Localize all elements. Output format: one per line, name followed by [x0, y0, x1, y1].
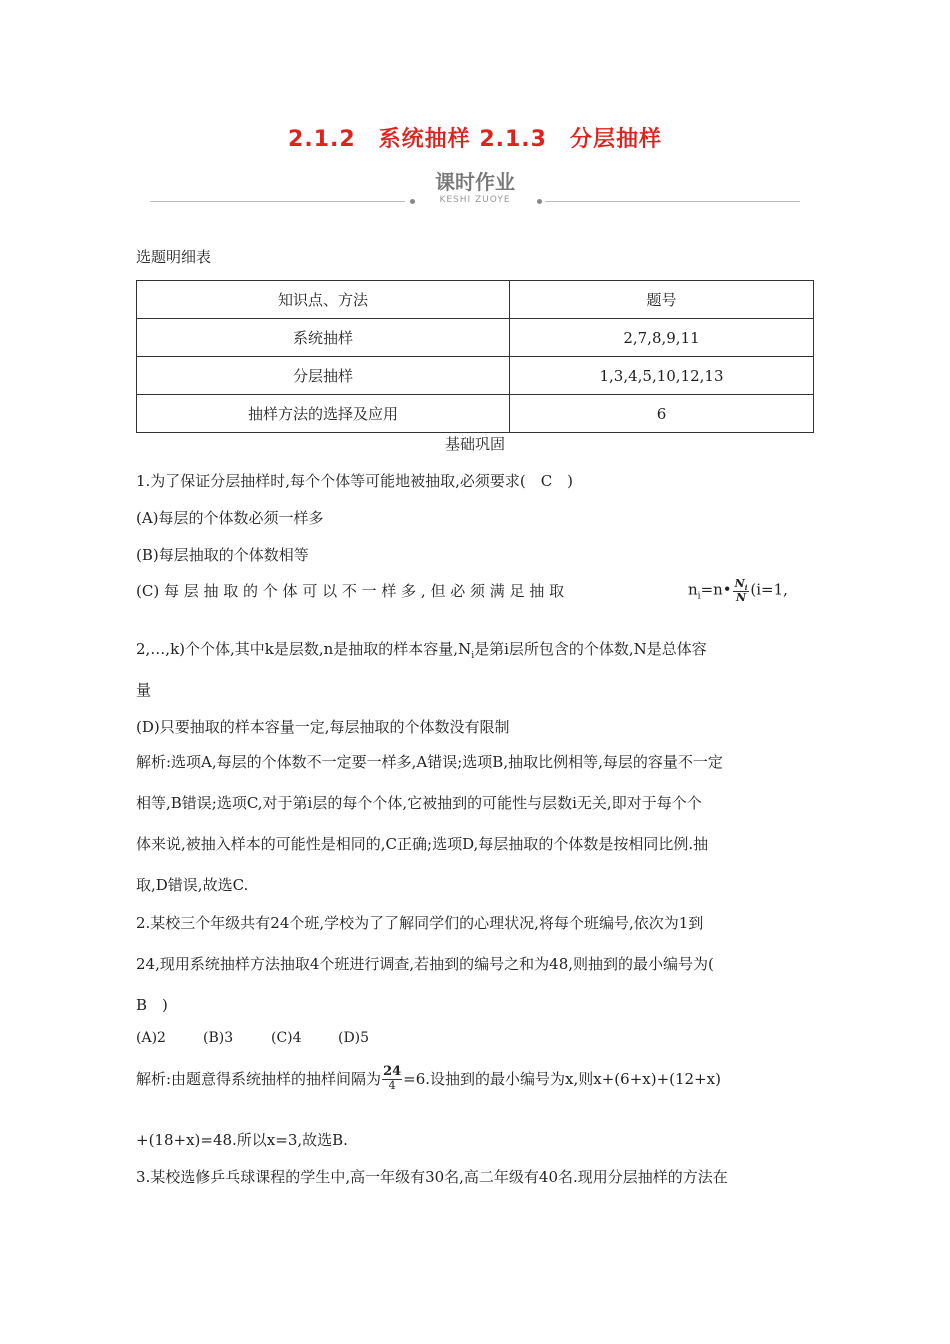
- table-caption: 选题明细表: [136, 248, 212, 266]
- q2-option-d: (D)5: [338, 1030, 370, 1046]
- q2-option-c: (C)4: [271, 1030, 302, 1046]
- q1-option-b: (B)每层抽取的个体数相等: [136, 546, 309, 564]
- q1-option-c-line2: 2,…,k)个个体,其中k是层数,n是抽取的样本容量$,N_i$是第i层所包含的个体数,N是总体容: [136, 640, 707, 661]
- banner-divider-right: [545, 201, 800, 202]
- banner-dot-right: [537, 199, 542, 204]
- q1-analysis-line: 相等,B错误;选项C,对于第i层的每个个体,它被抽到的可能性与层数i无关,即对于每个个: [136, 794, 702, 812]
- fraction-ni-over-n: $\frac{N_i}{N}$: [734, 577, 748, 605]
- table-cell: 6: [510, 395, 814, 433]
- table-cell: 抽样方法的选择及应用: [137, 395, 510, 433]
- q1-option-d: (D)只要抽取的样本容量一定,每层抽取的个体数没有限制: [136, 718, 510, 736]
- q1-option-c-line3: 量: [136, 681, 152, 699]
- table-header-row: [137, 281, 814, 319]
- q2-option-b: (B)3: [203, 1030, 234, 1046]
- homework-banner-subtitle: KESHI ZUOYE: [439, 195, 511, 205]
- q1-analysis-line: 解析:选项A,每层的个体数不一定要一样多,A错误;选项B,抽取比例相等,每层的容量不一定: [136, 753, 723, 771]
- table-cell: 2,7,8,9,11: [510, 319, 814, 357]
- q2-stem-line: 2.某校三个年级共有24个班,学校为了了解同学们的心理状况,将每个班编号,依次为1到: [136, 914, 704, 932]
- table-cell: 1,3,4,5,10,12,13: [510, 357, 814, 395]
- fraction-24-over-4: $\frac{24}{4}$: [383, 1064, 402, 1093]
- table-row: [137, 357, 814, 395]
- q2-option-a: (A)2: [136, 1030, 166, 1046]
- q1-formula: $n_i=n•$ $\frac{N_i}{N}$ (i=1,: [688, 577, 788, 605]
- table-cell: 系统抽样: [137, 319, 510, 357]
- q2-stem-line: 24,现用系统抽样方法抽取4个班进行调查,若抽到的编号之和为48,则抽到的最小编号为(: [136, 955, 714, 973]
- table-header-cell: 题号: [510, 281, 814, 319]
- table-row: [137, 319, 814, 357]
- table-header-cell: 知识点、方法: [137, 281, 510, 319]
- q2-options: [136, 1030, 369, 1046]
- topic-table: [136, 280, 814, 433]
- section-title: 基础巩固: [444, 435, 505, 453]
- q1-analysis-line: 体来说,被抽入样本的可能性是相同的,C正确;选项D,每层抽取的个体数是按相同比例.抽: [136, 835, 709, 853]
- q1-option-c-text: (C) 每 层 抽 取 的 个 体 可 以 不 一 样 多 , 但 必 须 满 足 抽 取: [136, 582, 565, 601]
- q1-stem: 1.为了保证分层抽样时,每个个体等可能地被抽取,必须要求( C ): [136, 472, 574, 490]
- q1-analysis-line: 取,D错误,故选C.: [136, 876, 249, 894]
- q2-stem-line: B ): [136, 996, 168, 1014]
- q1-option-c: [136, 578, 788, 603]
- q2-analysis-line: +(18+x)=48.所以x=3,故选B.: [136, 1131, 348, 1149]
- page-title: 2.1.2 系统抽样 2.1.3 分层抽样: [288, 127, 662, 152]
- q2-analysis-line: 解析:由题意得系统抽样的抽样间隔为 $\frac{24}{4}$ =6.设抽到的最小编号为x,则x+(6+x)+(12+x): [136, 1064, 721, 1093]
- table-row: [137, 395, 814, 433]
- q1-option-a: (A)每层的个体数必须一样多: [136, 509, 324, 527]
- q3-stem-line: 3.某校选修乒乓球课程的学生中,高一年级有30名,高二年级有40名.现用分层抽样的方法在: [136, 1168, 728, 1186]
- homework-banner-title: 课时作业: [435, 170, 515, 194]
- table-cell: 分层抽样: [137, 357, 510, 395]
